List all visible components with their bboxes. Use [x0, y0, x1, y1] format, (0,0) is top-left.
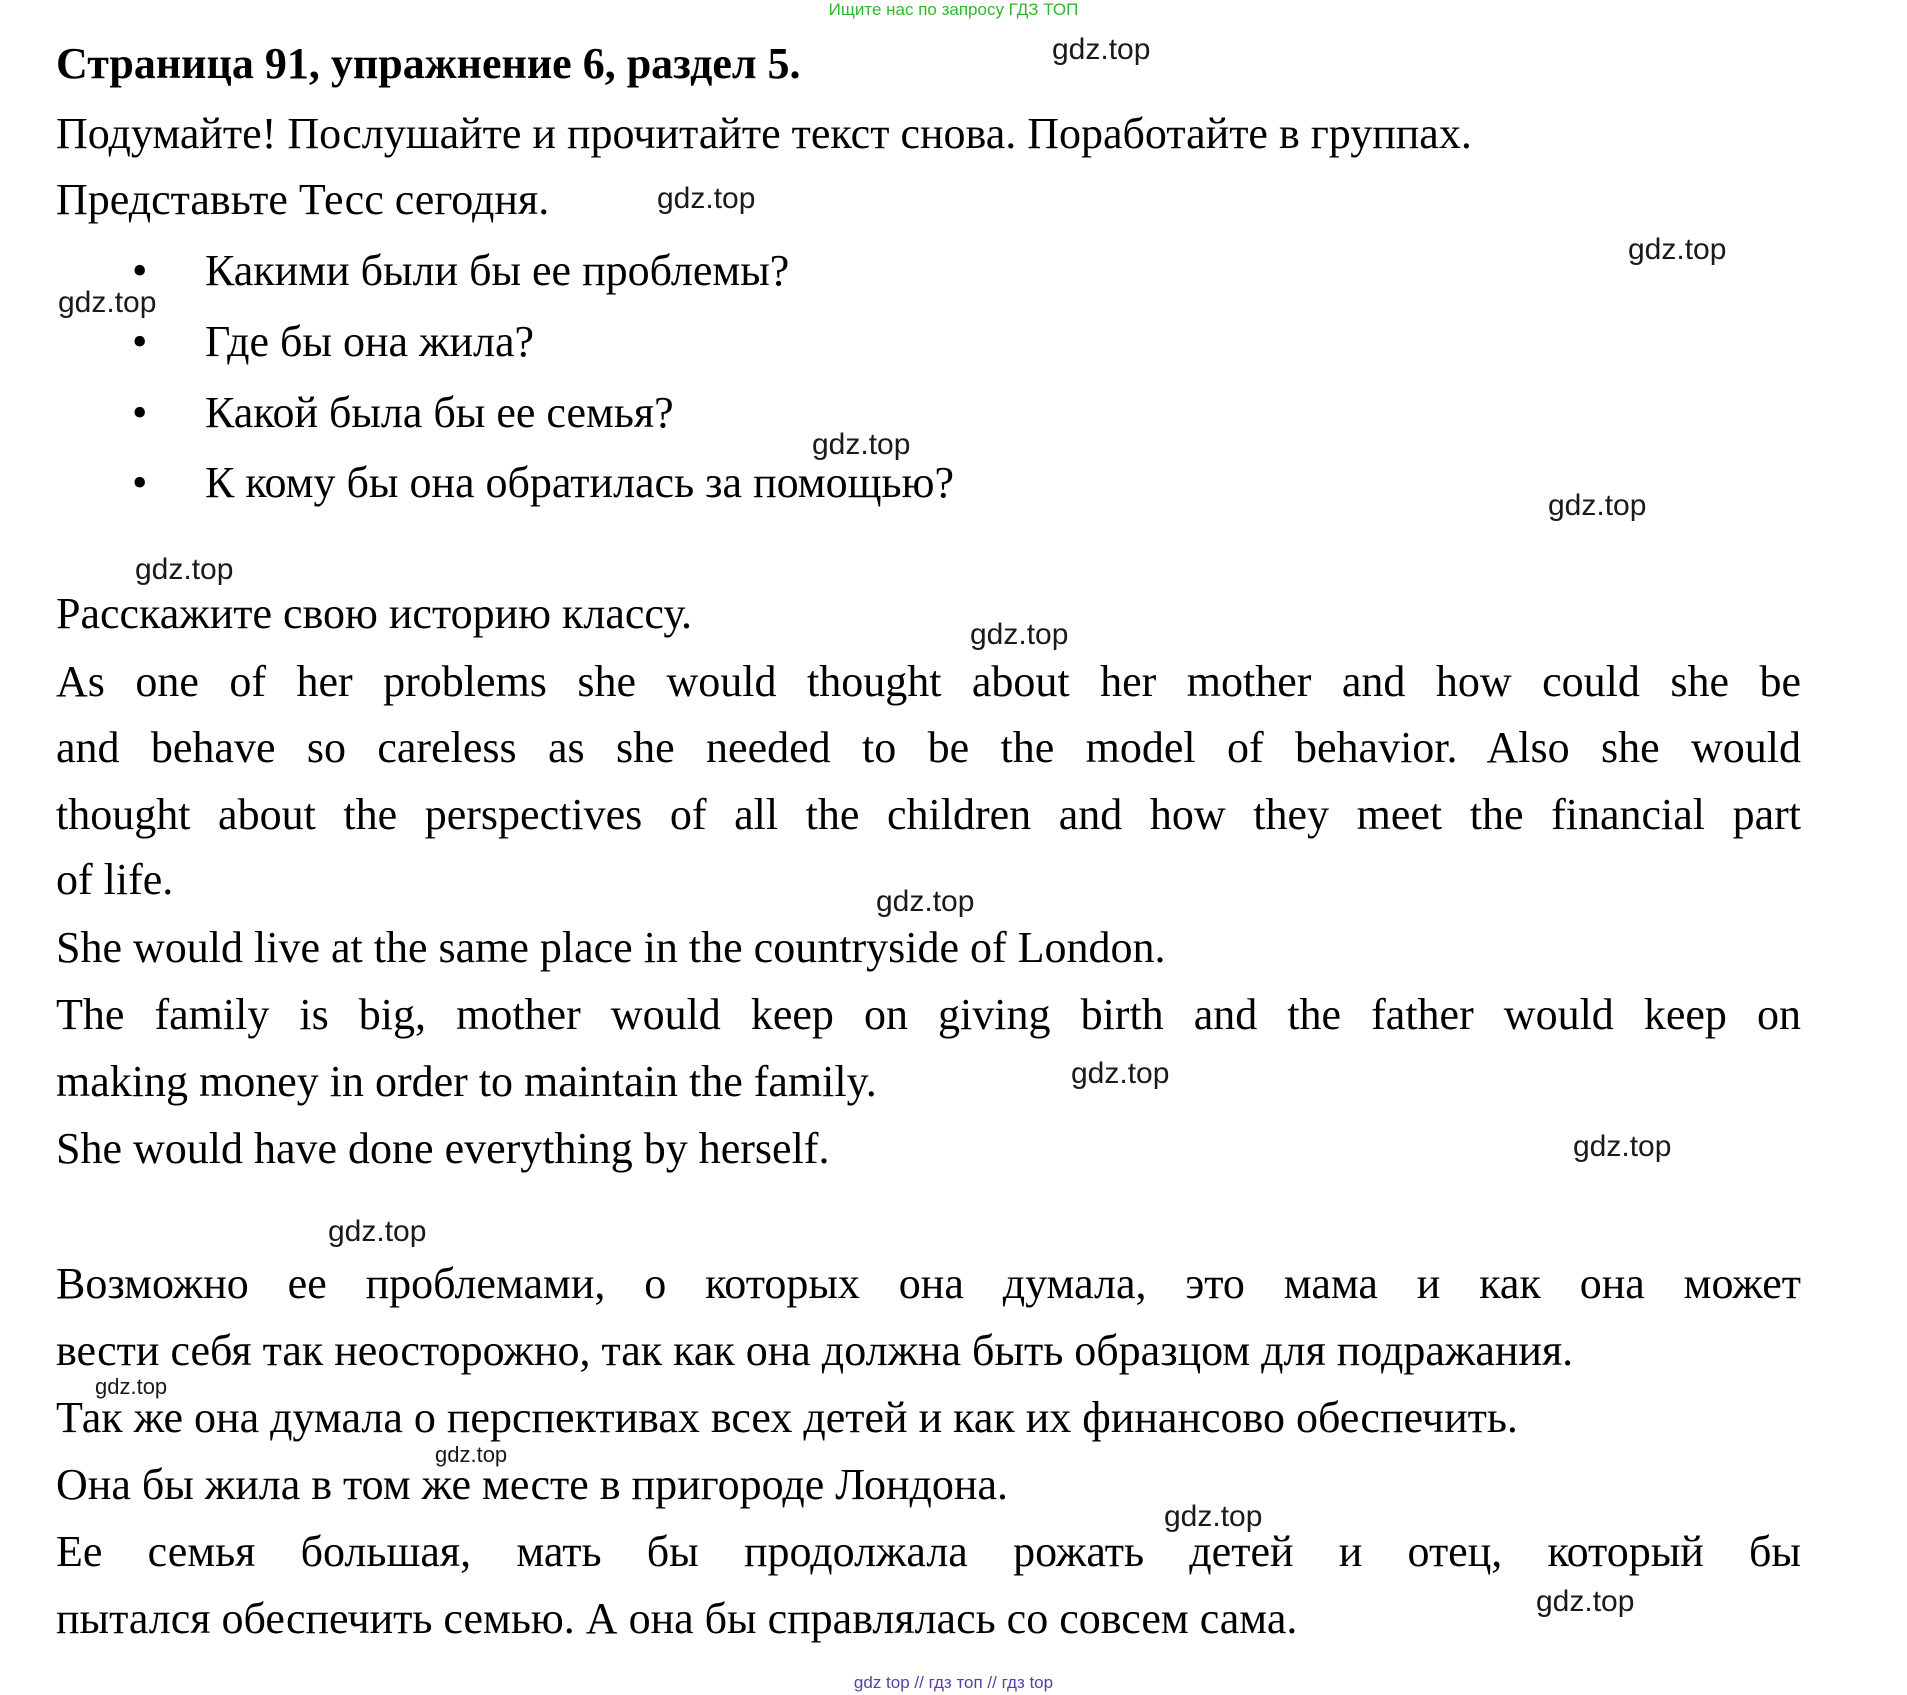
- watermark: gdz.top: [1071, 1057, 1170, 1090]
- english-answer-line: and behave so careless as she needed to be the model of behavior. Also she would: [56, 723, 1801, 772]
- english-answer-line: She would live at the same place in the countryside of London.: [56, 923, 1166, 972]
- english-answer-line: of life.: [56, 855, 174, 904]
- watermark: gdz.top: [1628, 233, 1727, 266]
- watermark: gdz.top: [135, 553, 234, 586]
- watermark: gdz.top: [435, 1442, 508, 1467]
- watermark: gdz.top: [1573, 1130, 1672, 1163]
- english-answer-line: As one of her problems she would thought about her mother and how could she be: [56, 657, 1801, 706]
- watermark: gdz.top: [657, 182, 756, 215]
- question-item: Где бы она жила?: [205, 317, 535, 366]
- watermark: gdz.top: [328, 1215, 427, 1248]
- russian-translation-line: Ее семья большая, мать бы продолжала рожать детей и отец, который бы: [56, 1527, 1801, 1576]
- question-item: К кому бы она обратилась за помощью?: [205, 458, 954, 507]
- bullet-icon: •: [132, 246, 148, 295]
- russian-translation-line: Так же она думала о перспективах всех детей и как их финансово обеспечить.: [56, 1393, 1518, 1442]
- bullet-icon: •: [132, 458, 148, 507]
- watermark: gdz.top: [95, 1374, 168, 1399]
- question-item: Какими были бы ее проблемы?: [205, 246, 790, 295]
- russian-translation-line: Возможно ее проблемами, о которых она думала, это мама и как она может: [56, 1259, 1801, 1308]
- footer: gdz top // гдз топ // гдз top: [853, 1673, 1054, 1692]
- english-answer-line: She would have done everything by herself.: [56, 1124, 830, 1173]
- bullet-icon: •: [132, 388, 148, 437]
- watermark: gdz.top: [58, 286, 157, 319]
- watermark: gdz.top: [1536, 1585, 1635, 1618]
- watermark: gdz.top: [1052, 33, 1151, 66]
- task-line: Расскажите свою историю классу.: [56, 589, 692, 638]
- watermark: gdz.top: [812, 428, 911, 461]
- bullet-icon: •: [132, 317, 148, 366]
- watermark: gdz.top: [1164, 1500, 1263, 1533]
- instruction-line-2: Представьте Тесс сегодня.: [56, 175, 550, 224]
- russian-translation-line: вести себя так неосторожно, так как она должна быть образцом для подражания.: [56, 1326, 1574, 1375]
- watermark: gdz.top: [876, 885, 975, 918]
- page-title: Страница 91, упражнение 6, раздел 5.: [56, 39, 801, 88]
- russian-translation-line: пытался обеспечить семью. А она бы справлялась со совсем сама.: [56, 1594, 1298, 1643]
- watermark: gdz.top: [970, 618, 1069, 651]
- russian-translation-line: Она бы жила в том же месте в пригороде Лондона.: [56, 1460, 1008, 1509]
- top-banner: Ищите нас по запросу ГДЗ ТОП: [828, 0, 1079, 19]
- english-answer-line: The family is big, mother would keep on giving birth and the father would keep on: [56, 990, 1801, 1039]
- english-answer-line: thought about the perspectives of all the children and how they meet the financial part: [56, 790, 1801, 839]
- watermark: gdz.top: [1548, 489, 1647, 522]
- question-item: Какой была бы ее семья?: [205, 388, 674, 437]
- english-answer-line: making money in order to maintain the family.: [56, 1057, 877, 1106]
- instruction-line-1: Подумайте! Послушайте и прочитайте текст снова. Поработайте в группах.: [56, 109, 1472, 158]
